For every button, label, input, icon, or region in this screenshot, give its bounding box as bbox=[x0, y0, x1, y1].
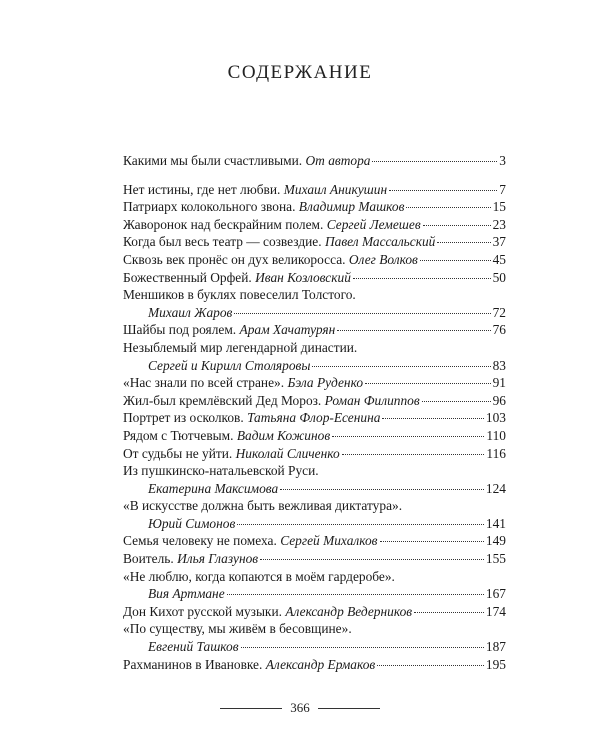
dot-leader bbox=[423, 224, 491, 226]
toc-entry bbox=[123, 181, 506, 199]
entry-title: Нет истины, где нет любви. bbox=[123, 181, 281, 197]
toc-entry bbox=[123, 550, 506, 568]
entry-title: Жил-был кремлёвский Дед Мороз. bbox=[123, 392, 322, 408]
dot-leader bbox=[422, 400, 491, 402]
entry-page: 3 bbox=[499, 153, 506, 168]
toc-entry-title-line bbox=[123, 497, 506, 515]
dot-leader bbox=[312, 365, 490, 367]
toc-entry bbox=[123, 374, 506, 392]
entry-page: 15 bbox=[492, 199, 506, 215]
entry-page: 141 bbox=[485, 515, 506, 531]
dot-leader bbox=[372, 160, 497, 162]
dot-leader bbox=[332, 435, 484, 437]
toc-entry-intro bbox=[123, 152, 506, 170]
dot-leader bbox=[353, 277, 491, 279]
entry-title: «По существу, мы живём в бесовщине». bbox=[123, 621, 352, 637]
entry-author: Иван Козловский bbox=[255, 269, 351, 285]
entry-title: Когда был весь театр — созвездие. bbox=[123, 234, 322, 250]
entry-author: Татьяна Флор-Есенина bbox=[247, 410, 381, 426]
entry-page: 96 bbox=[492, 392, 506, 408]
toc-entry bbox=[123, 392, 506, 410]
dot-leader bbox=[380, 540, 484, 542]
entry-page: 45 bbox=[492, 251, 506, 267]
toc-entry-author-line bbox=[123, 585, 506, 603]
entry-author: Арам Хачатурян bbox=[239, 322, 336, 338]
entry-title: Жаворонок над бескрайним полем. bbox=[123, 216, 324, 232]
entry-author: Бэла Руденко bbox=[287, 375, 364, 391]
entry-title: Рахманинов в Ивановке. bbox=[123, 656, 263, 672]
dot-leader bbox=[377, 664, 484, 666]
toc-entry-author-line bbox=[123, 357, 506, 375]
toc-entry bbox=[123, 198, 506, 216]
toc-entry bbox=[123, 409, 506, 427]
page-footer bbox=[0, 698, 600, 718]
toc-entry-author-line bbox=[123, 480, 506, 498]
toc-entry-author-line bbox=[123, 638, 506, 656]
entry-page: 167 bbox=[485, 586, 506, 602]
dot-leader bbox=[234, 312, 490, 314]
toc-entry-title-line bbox=[123, 620, 506, 638]
toc-entry-author-line bbox=[123, 304, 506, 322]
entry-title: Портрет из осколков. bbox=[123, 410, 244, 426]
entry-author: Александр Ермаков bbox=[265, 656, 376, 672]
toc-entry bbox=[123, 603, 506, 621]
entry-page: 195 bbox=[485, 656, 506, 672]
dot-leader bbox=[241, 646, 484, 648]
entry-page: 37 bbox=[492, 234, 506, 250]
entry-title: Дон Кихот русской музыки. bbox=[123, 603, 282, 619]
entry-page: 174 bbox=[485, 603, 506, 619]
toc-entry-author-line bbox=[123, 515, 506, 533]
toc-entry bbox=[123, 251, 506, 269]
entry-title: От судьбы не уйти. bbox=[123, 445, 233, 461]
dot-leader bbox=[280, 488, 484, 490]
dot-leader bbox=[237, 523, 484, 525]
entry-author: Роман Филиппов bbox=[324, 392, 420, 408]
dot-leader bbox=[437, 241, 490, 243]
entry-page: 50 bbox=[492, 269, 506, 285]
entry-page: 155 bbox=[485, 551, 506, 567]
entry-title: Рядом с Тютчевым. bbox=[123, 427, 234, 443]
entry-page: 91 bbox=[492, 375, 506, 391]
dot-leader bbox=[389, 189, 497, 191]
toc-entry bbox=[123, 427, 506, 445]
toc-entry bbox=[123, 532, 506, 550]
page-number: 366 bbox=[290, 700, 310, 715]
entry-page: 103 bbox=[485, 410, 506, 426]
entry-page: 76 bbox=[492, 322, 506, 338]
table-of-contents bbox=[123, 152, 506, 673]
entry-page: 23 bbox=[492, 216, 506, 232]
toc-entry-title-line bbox=[123, 568, 506, 586]
section-gap bbox=[123, 170, 506, 181]
toc-entry-title-line bbox=[123, 462, 506, 480]
entry-author: Илья Глазунов bbox=[177, 551, 259, 567]
dot-leader bbox=[260, 558, 484, 560]
toc-entry bbox=[123, 233, 506, 251]
entry-author: Сергей Лемешев bbox=[326, 216, 421, 232]
entry-page: 7 bbox=[499, 181, 506, 197]
entry-author: Михаил Аникушин bbox=[283, 181, 388, 197]
dot-leader bbox=[227, 593, 484, 595]
entry-author: Сергей Михалков bbox=[280, 533, 378, 549]
entry-author: Юрий Симонов bbox=[148, 515, 236, 531]
footer-rule-left bbox=[220, 708, 282, 709]
dot-leader bbox=[342, 453, 485, 455]
entry-title: Незыблемый мир легендарной династии. bbox=[123, 339, 358, 355]
entry-author: От автора bbox=[305, 153, 371, 168]
entry-page: 116 bbox=[486, 445, 506, 461]
entry-author: Вадим Кожинов bbox=[236, 427, 331, 443]
entry-author: Вия Артмане bbox=[148, 586, 225, 602]
entry-author: Олег Волков bbox=[348, 251, 418, 267]
toc-entry bbox=[123, 216, 506, 234]
entry-author: Александр Ведерников bbox=[285, 603, 413, 619]
entry-page: 187 bbox=[485, 639, 506, 655]
entry-title: Сквозь век пронёс он дух великоросса. bbox=[123, 251, 346, 267]
entry-title: Какими мы были счастливыми. bbox=[123, 153, 303, 168]
entry-title: Из пушкинско-натальевской Руси. bbox=[123, 463, 319, 479]
dot-leader bbox=[406, 206, 490, 208]
dot-leader bbox=[382, 417, 483, 419]
entry-page: 72 bbox=[492, 304, 506, 320]
entry-author: Екатерина Максимова bbox=[148, 480, 279, 496]
entry-author: Сергей и Кирилл Столяровы bbox=[148, 357, 311, 373]
entry-title: Меншиков в буклях повеселил Толстого. bbox=[123, 287, 356, 303]
entry-author: Владимир Машков bbox=[298, 199, 405, 215]
entry-title: «В искусстве должна быть вежливая диктатура». bbox=[123, 498, 403, 514]
entry-title: Патриарх колокольного звона. bbox=[123, 199, 296, 215]
entry-title: Божественный Орфей. bbox=[123, 269, 252, 285]
entry-page: 124 bbox=[485, 480, 506, 496]
entry-title: Воитель. bbox=[123, 551, 174, 567]
toc-entry bbox=[123, 656, 506, 674]
toc-entry-title-line bbox=[123, 286, 506, 304]
entry-author: Павел Массальский bbox=[324, 234, 436, 250]
entry-author: Евгений Ташков bbox=[148, 639, 239, 655]
toc-entry bbox=[123, 445, 506, 463]
entry-title: «Не люблю, когда копаются в моём гардеробе». bbox=[123, 568, 395, 584]
toc-entry bbox=[123, 321, 506, 339]
dot-leader bbox=[414, 611, 484, 613]
entry-page: 110 bbox=[486, 427, 506, 443]
entry-author: Николай Сличенко bbox=[235, 445, 340, 461]
entry-title: «Нас знали по всей стране». bbox=[123, 375, 285, 391]
entry-author: Михаил Жаров bbox=[148, 304, 233, 320]
entry-page: 83 bbox=[492, 357, 506, 373]
dot-leader bbox=[337, 329, 490, 331]
page-title: СОДЕРЖАНИЕ bbox=[227, 62, 373, 83]
dot-leader bbox=[420, 259, 491, 261]
toc-entry bbox=[123, 269, 506, 287]
entry-title: Семья человеку не помеха. bbox=[123, 533, 277, 549]
entry-title: Шайбы под роялем. bbox=[123, 322, 237, 338]
footer-rule-right bbox=[318, 708, 380, 709]
entry-page: 149 bbox=[485, 533, 506, 549]
dot-leader bbox=[365, 382, 491, 384]
toc-entry-title-line bbox=[123, 339, 506, 357]
